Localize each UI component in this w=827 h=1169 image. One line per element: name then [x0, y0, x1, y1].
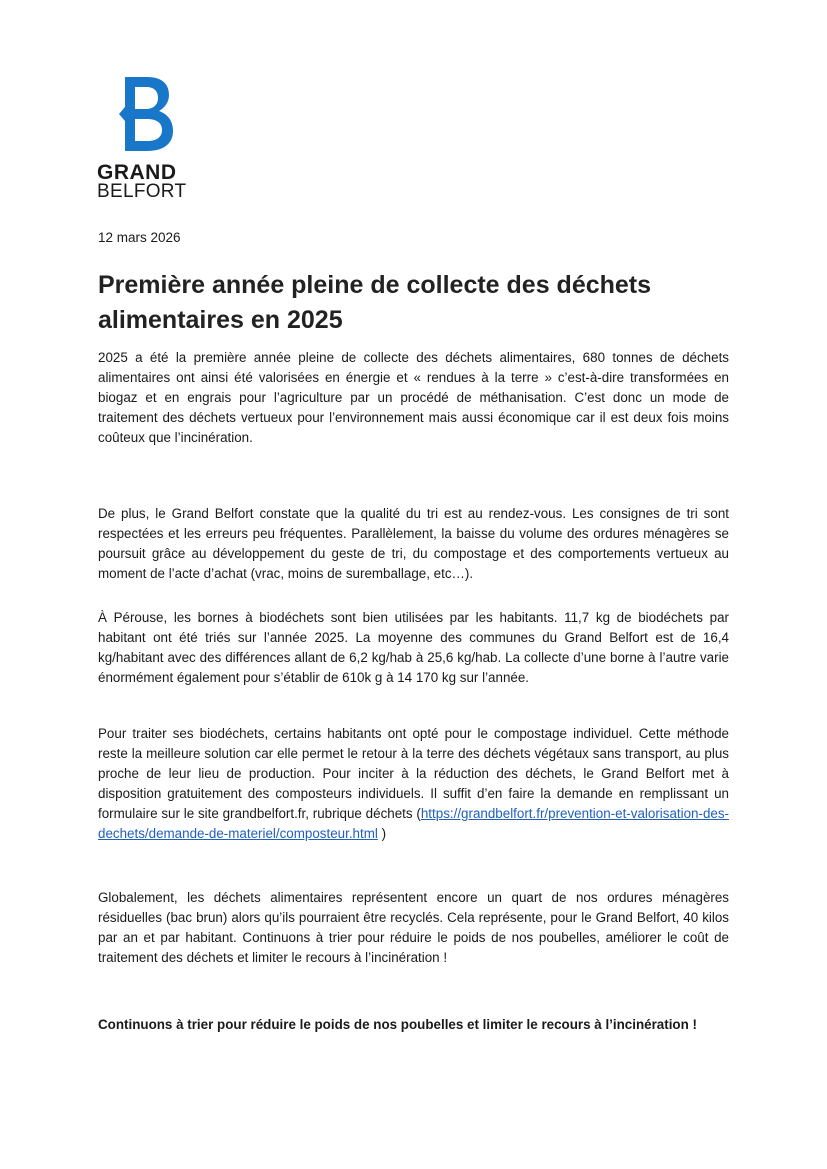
- grand-belfort-logo: [97, 75, 193, 203]
- logo-b-icon: [117, 75, 175, 153]
- paragraph-compost: [98, 724, 729, 844]
- logo-text-belfort: BELFORT: [97, 181, 187, 202]
- paragraph-perouse: À Pérouse, les bornes à biodéchets sont bien utilisées par les habitants. 11,7 kg de biodéchets par habitant ont été triés sur l’année 2025. La moyenne des communes du Grand Belfort est de 16,4 kg/habitant avec des différences allant de 6,2 kg/hab à 25,6 kg/hab. La collecte d’une borne à l’autre varie énormément également pour s’établir de 610k g à 14 170 kg sur l’année.: [98, 610, 729, 685]
- compost-after: ): [377, 826, 387, 841]
- composteur-link[interactable]: https://grandbelfort.fr/prevention-et-valorisation-des-dechets/demande-de-materiel/composteur.html: [98, 806, 729, 841]
- paragraph-quality: De plus, le Grand Belfort constate que la qualité du tri est au rendez-vous. Les consignes de tri sont respectées et les erreurs peu fréquentes. Parallèlement, la baisse du volume des ordures ménagères se poursuit grâce au développement du geste de tri, du compostage et des comportements vertueux au moment de l’acte d’achat (vrac, moins de suremballage, etc…).: [98, 506, 729, 581]
- final-statement: Continuons à trier pour réduire le poids de nos poubelles et limiter le recours à l’incinération !: [98, 1017, 697, 1032]
- compost-text: Pour traiter ses biodéchets, certains habitants ont opté pour le compostage individuel. Cette méthode reste la meilleure solution car elle permet le retour à la terre des déchets végétaux sans transport, au plus proche de leur lieu de production. Pour inciter à la réduction des déchets, le Grand Belfort met à disposition gratuitement des composteurs individuels. Il suffit d’en faire la demande en remplissant un formulaire sur le site grandbelfort.fr, rubrique déchets (: [98, 726, 729, 821]
- paragraph-closing: Globalement, les déchets alimentaires représentent encore un quart de nos ordures ménagères résiduelles (bac brun) alors qu’ils pourraient être recyclés. Cela représente, pour le Grand Belfort, 40 kilos par an et par habitant. Continuons à trier pour réduire le poids de nos poubelles, améliorer le coût de traitement des déchets et limiter le recours à l’incinération !: [98, 890, 729, 965]
- logo-text-grand: GRAND: [97, 161, 177, 184]
- press-date: 12 mars 2026: [98, 230, 181, 245]
- page-title: Première année pleine de collecte des déchets alimentaires en 2025: [98, 271, 652, 334]
- paragraph-intro: 2025 a été la première année pleine de collecte des déchets alimentaires, 680 tonnes de déchets alimentaires ont ainsi été valorisées en énergie et « rendues à la terre » c’est-à-dire transformées en biogaz et en engrais pour l’agriculture par un procédé de méthanisation. C’est donc un mode de traitement des déchets vertueux pour l’environnement mais aussi économique car il est deux fois moins coûteux que l’incinération.: [98, 350, 729, 445]
